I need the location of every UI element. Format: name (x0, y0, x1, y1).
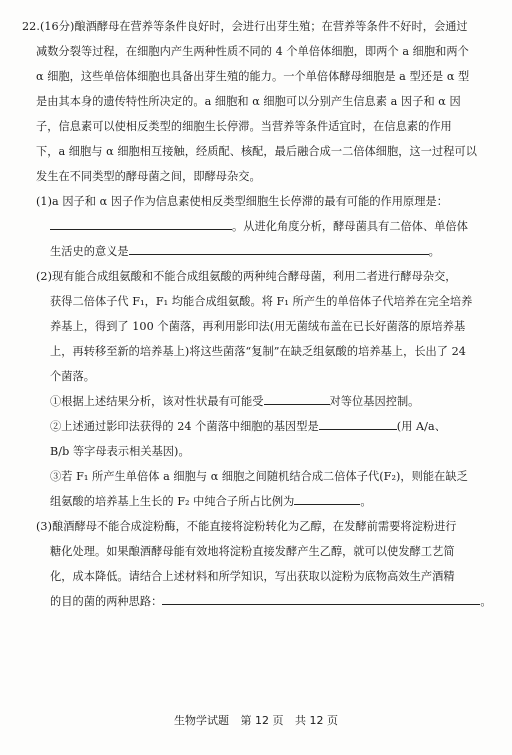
part1-meaning-line (22, 239, 492, 264)
sub-question-3: ③若 F₁ 所产生单倍体 a 细胞与 α 细胞之间随机结合成二倍体子代(F₂)，则能在缺乏 (50, 470, 468, 483)
answer-blank-allele-pairs[interactable] (264, 391, 330, 405)
answer-blank-mechanism[interactable] (50, 216, 232, 230)
sub1-suffix: 对等位基因控制。 (329, 395, 420, 408)
sub-question-1 (22, 389, 492, 414)
part1-answer-line (22, 214, 492, 239)
footer-subject: 生物学试题 (174, 714, 229, 727)
sub-question-2 (22, 414, 492, 439)
intro-text: 酿酒酵母在营养等条件良好时，会进行出芽生殖；在营养等条件不好时，会通过 (74, 20, 468, 33)
question-score: (16分) (39, 20, 75, 33)
sub3-prefix: 组氨酸的培养基上生长的 F₂ 中纯合子所占比例为 (50, 495, 295, 508)
question-22 (22, 14, 492, 614)
part2-line: 获得二倍体子代 F₁，F₁ 均能合成组氨酸。将 F₁ 所产生的单倍体子代培养在完全培养 (50, 295, 473, 308)
intro-line: 下，a 细胞与 α 细胞相互接触，经质配、核配，最后融合成一二倍体细胞，这一过程可以 (36, 145, 477, 158)
part3-prefix: 的目的菌的两种思路： (50, 595, 163, 608)
intro-line: 发生在不同类型的酵母菌之间，即酵母杂交。 (36, 170, 261, 183)
sub2-suffix: (用 A/a、 (396, 420, 446, 433)
intro-line: 减数分裂等过程，在细胞内产生两种性质不同的 4 个单倍体细胞，即两个 a 细胞和两个 (36, 45, 469, 58)
intro-line: 是由其本身的遗传特性所决定的。a 细胞和 α 细胞可以分别产生信息素 a 因子和 α 因 (36, 95, 461, 108)
part3-line: 糖化处理。如果酿酒酵母能有效地将淀粉直接发酵产生乙醇，就可以使发酵工艺简 (50, 545, 455, 558)
part1-meaning-prefix: 生活史的意义是 (50, 245, 129, 258)
part3-line: (3)酿酒酵母不能合成淀粉酶，不能直接将淀粉转化为乙醇，在发酵前需要将淀粉进行 (36, 520, 457, 533)
answer-blank-significance[interactable] (129, 241, 429, 255)
part2-line: (2)现有能合成组氨酸和不能合成组氨酸的两种纯合酵母菌，利用二者进行酵母杂交， (36, 270, 457, 283)
page-footer (0, 712, 512, 728)
part2-line: 养基上，得到了 100 个菌落，再利用影印法(用无菌绒布盖在已长好菌落的原培养基 (50, 320, 466, 333)
part1-suffix: 。从进化角度分析，酵母菌具有二倍体、单倍体 (232, 220, 468, 233)
part3-line: 化，成本降低。请结合上述材料和所学知识，写出获取以淀粉为底物高效生产酒精 (50, 570, 455, 583)
intro-line: α 细胞，这些单倍体细胞也具备出芽生殖的能力。一个单倍体酵母细胞是 a 型还是 α 型 (36, 70, 470, 83)
sub-question-2-continued: B/b 等字母表示相关基因)。 (50, 445, 190, 458)
sub-question-3-answer-line (22, 489, 492, 514)
period: 。 (360, 495, 372, 508)
sub1-prefix: ①根据上述结果分析，该对性状最有可能受 (50, 395, 264, 408)
part2-line: 个菌落。 (50, 370, 95, 383)
sub2-prefix: ②上述通过影印法获得的 24 个菌落中细胞的基因型是 (50, 420, 319, 433)
part2-line: 上，再转移至新的培养基上)将这些菌落“复制”在缺乏组氨酸的培养基上，长出了 24 (50, 345, 466, 358)
question-number: 22. (22, 20, 40, 33)
part3-answer-line (22, 589, 492, 614)
footer-total-pages: 共 12 页 (295, 714, 338, 727)
part1-question-line: (1)a 因子和 α 因子作为信息素使相反类型细胞生长停滞的最有可能的作用原理是： (36, 195, 448, 208)
footer-page-number: 第 12 页 (240, 714, 284, 727)
period: 。 (480, 595, 492, 608)
answer-blank-two-approaches[interactable] (162, 591, 480, 605)
question-intro-line (22, 14, 492, 39)
intro-line: 子，信息素可以使相反类型的细胞生长停滞。当营养等条件适宜时，在信息素的作用 (36, 120, 452, 133)
answer-blank-genotype[interactable] (319, 416, 397, 430)
period: 。 (428, 245, 440, 258)
answer-blank-homozygote-ratio[interactable] (294, 491, 360, 505)
